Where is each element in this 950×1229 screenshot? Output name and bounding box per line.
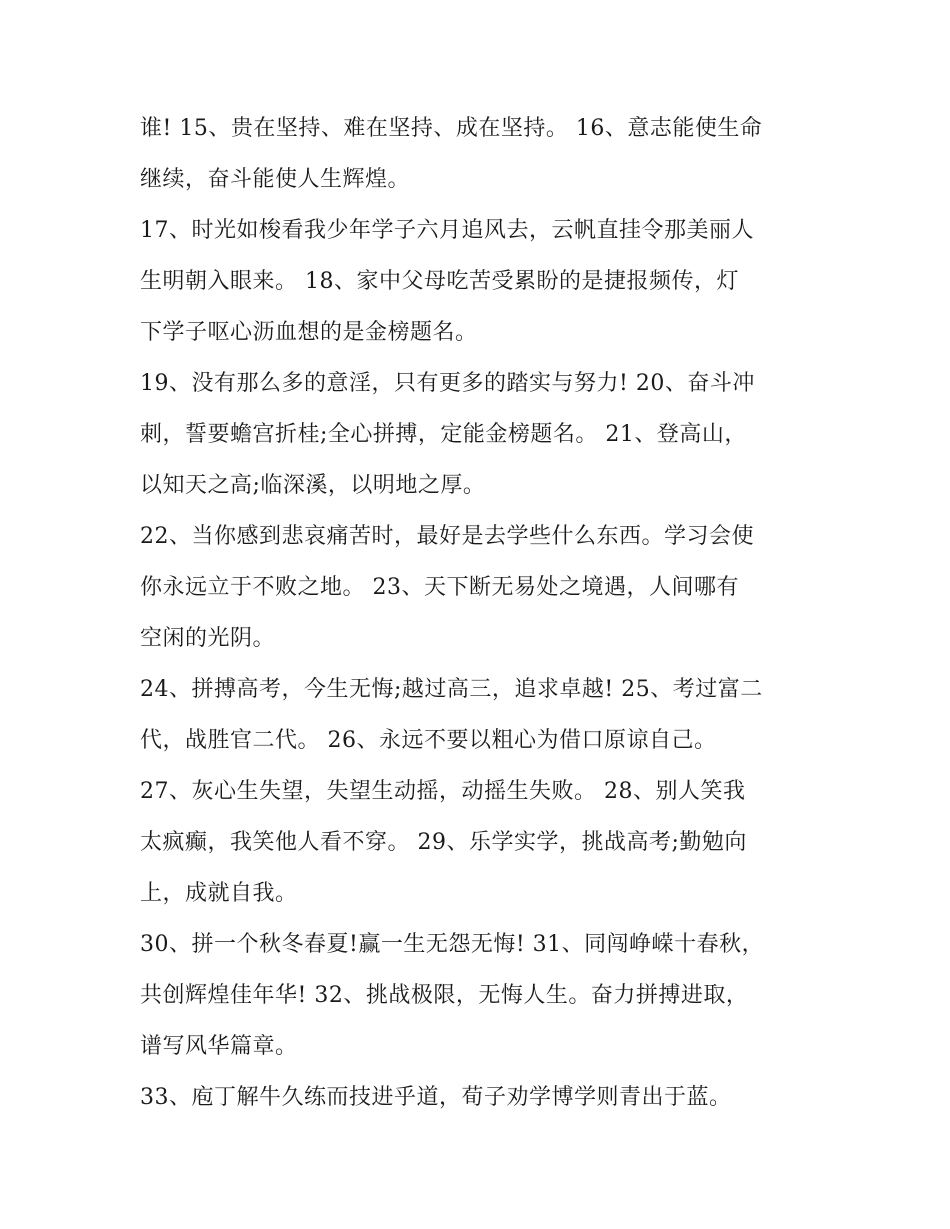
document-body xyxy=(140,103,830,1123)
text-line: 谱写风华篇章。 xyxy=(140,1034,298,1059)
text-line: 以知天之高;临深溪，以明地之厚。 xyxy=(140,473,486,498)
text-line: 生明朝入眼来。 18、家中父母吃苦受累盼的是捷报频传，灯 xyxy=(140,269,739,294)
text-line: 共创辉煌佳年华! 32、挑战极限，无悔人生。奋力拼搏进取， xyxy=(140,983,749,1008)
text-line: 刺，誓要蟾宫折桂;全心拼搏，定能金榜题名。 21、登高山， xyxy=(140,422,747,447)
text-line: 空闲的光阴。 xyxy=(140,626,276,651)
text-line: 22、当你感到悲哀痛苦时，最好是去学些什么东西。学习会使 xyxy=(140,524,754,549)
paragraph xyxy=(140,919,830,1072)
text-line: 太疯癫，我笑他人看不穿。 29、乐学实学，挑战高考;勤勉向 xyxy=(140,830,747,855)
text-line: 33、庖丁解牛久练而技进乎道，荀子劝学博学则青出于蓝。 xyxy=(140,1085,732,1110)
paragraph xyxy=(140,511,830,664)
text-line: 谁! 15、贵在坚持、难在坚持、成在坚持。 16、意志能使生命 xyxy=(140,116,763,141)
text-line: 继续，奋斗能使人生辉煌。 xyxy=(140,167,411,192)
paragraph xyxy=(140,358,830,511)
text-line: 19、没有那么多的意淫，只有更多的踏实与努力! 20、奋斗冲 xyxy=(140,371,755,396)
paragraph xyxy=(140,205,830,358)
text-line: 27、灰心生失望，失望生动摇，动摇生失败。 28、别人笑我 xyxy=(140,779,746,804)
text-line: 代，战胜官二代。 26、永远不要以粗心为借口原谅自己。 xyxy=(140,728,717,753)
text-line: 24、拼搏高考，今生无悔;越过高三，追求卓越! 25、考过富二 xyxy=(140,677,763,702)
text-line: 你永远立于不败之地。 23、天下断无易处之境遇，人间哪有 xyxy=(140,575,739,600)
paragraph xyxy=(140,103,830,205)
text-line: 30、拼一个秋冬春夏!赢一生无怨无悔! 31、同闯峥嵘十春秋， xyxy=(140,932,765,957)
text-line: 17、时光如梭看我少年学子六月追风去，云帆直挂令那美丽人 xyxy=(140,218,754,243)
paragraph xyxy=(140,1072,830,1123)
paragraph xyxy=(140,766,830,919)
text-line: 上，成就自我。 xyxy=(140,881,298,906)
text-line: 下学子呕心沥血想的是金榜题名。 xyxy=(140,320,478,345)
paragraph xyxy=(140,664,830,766)
